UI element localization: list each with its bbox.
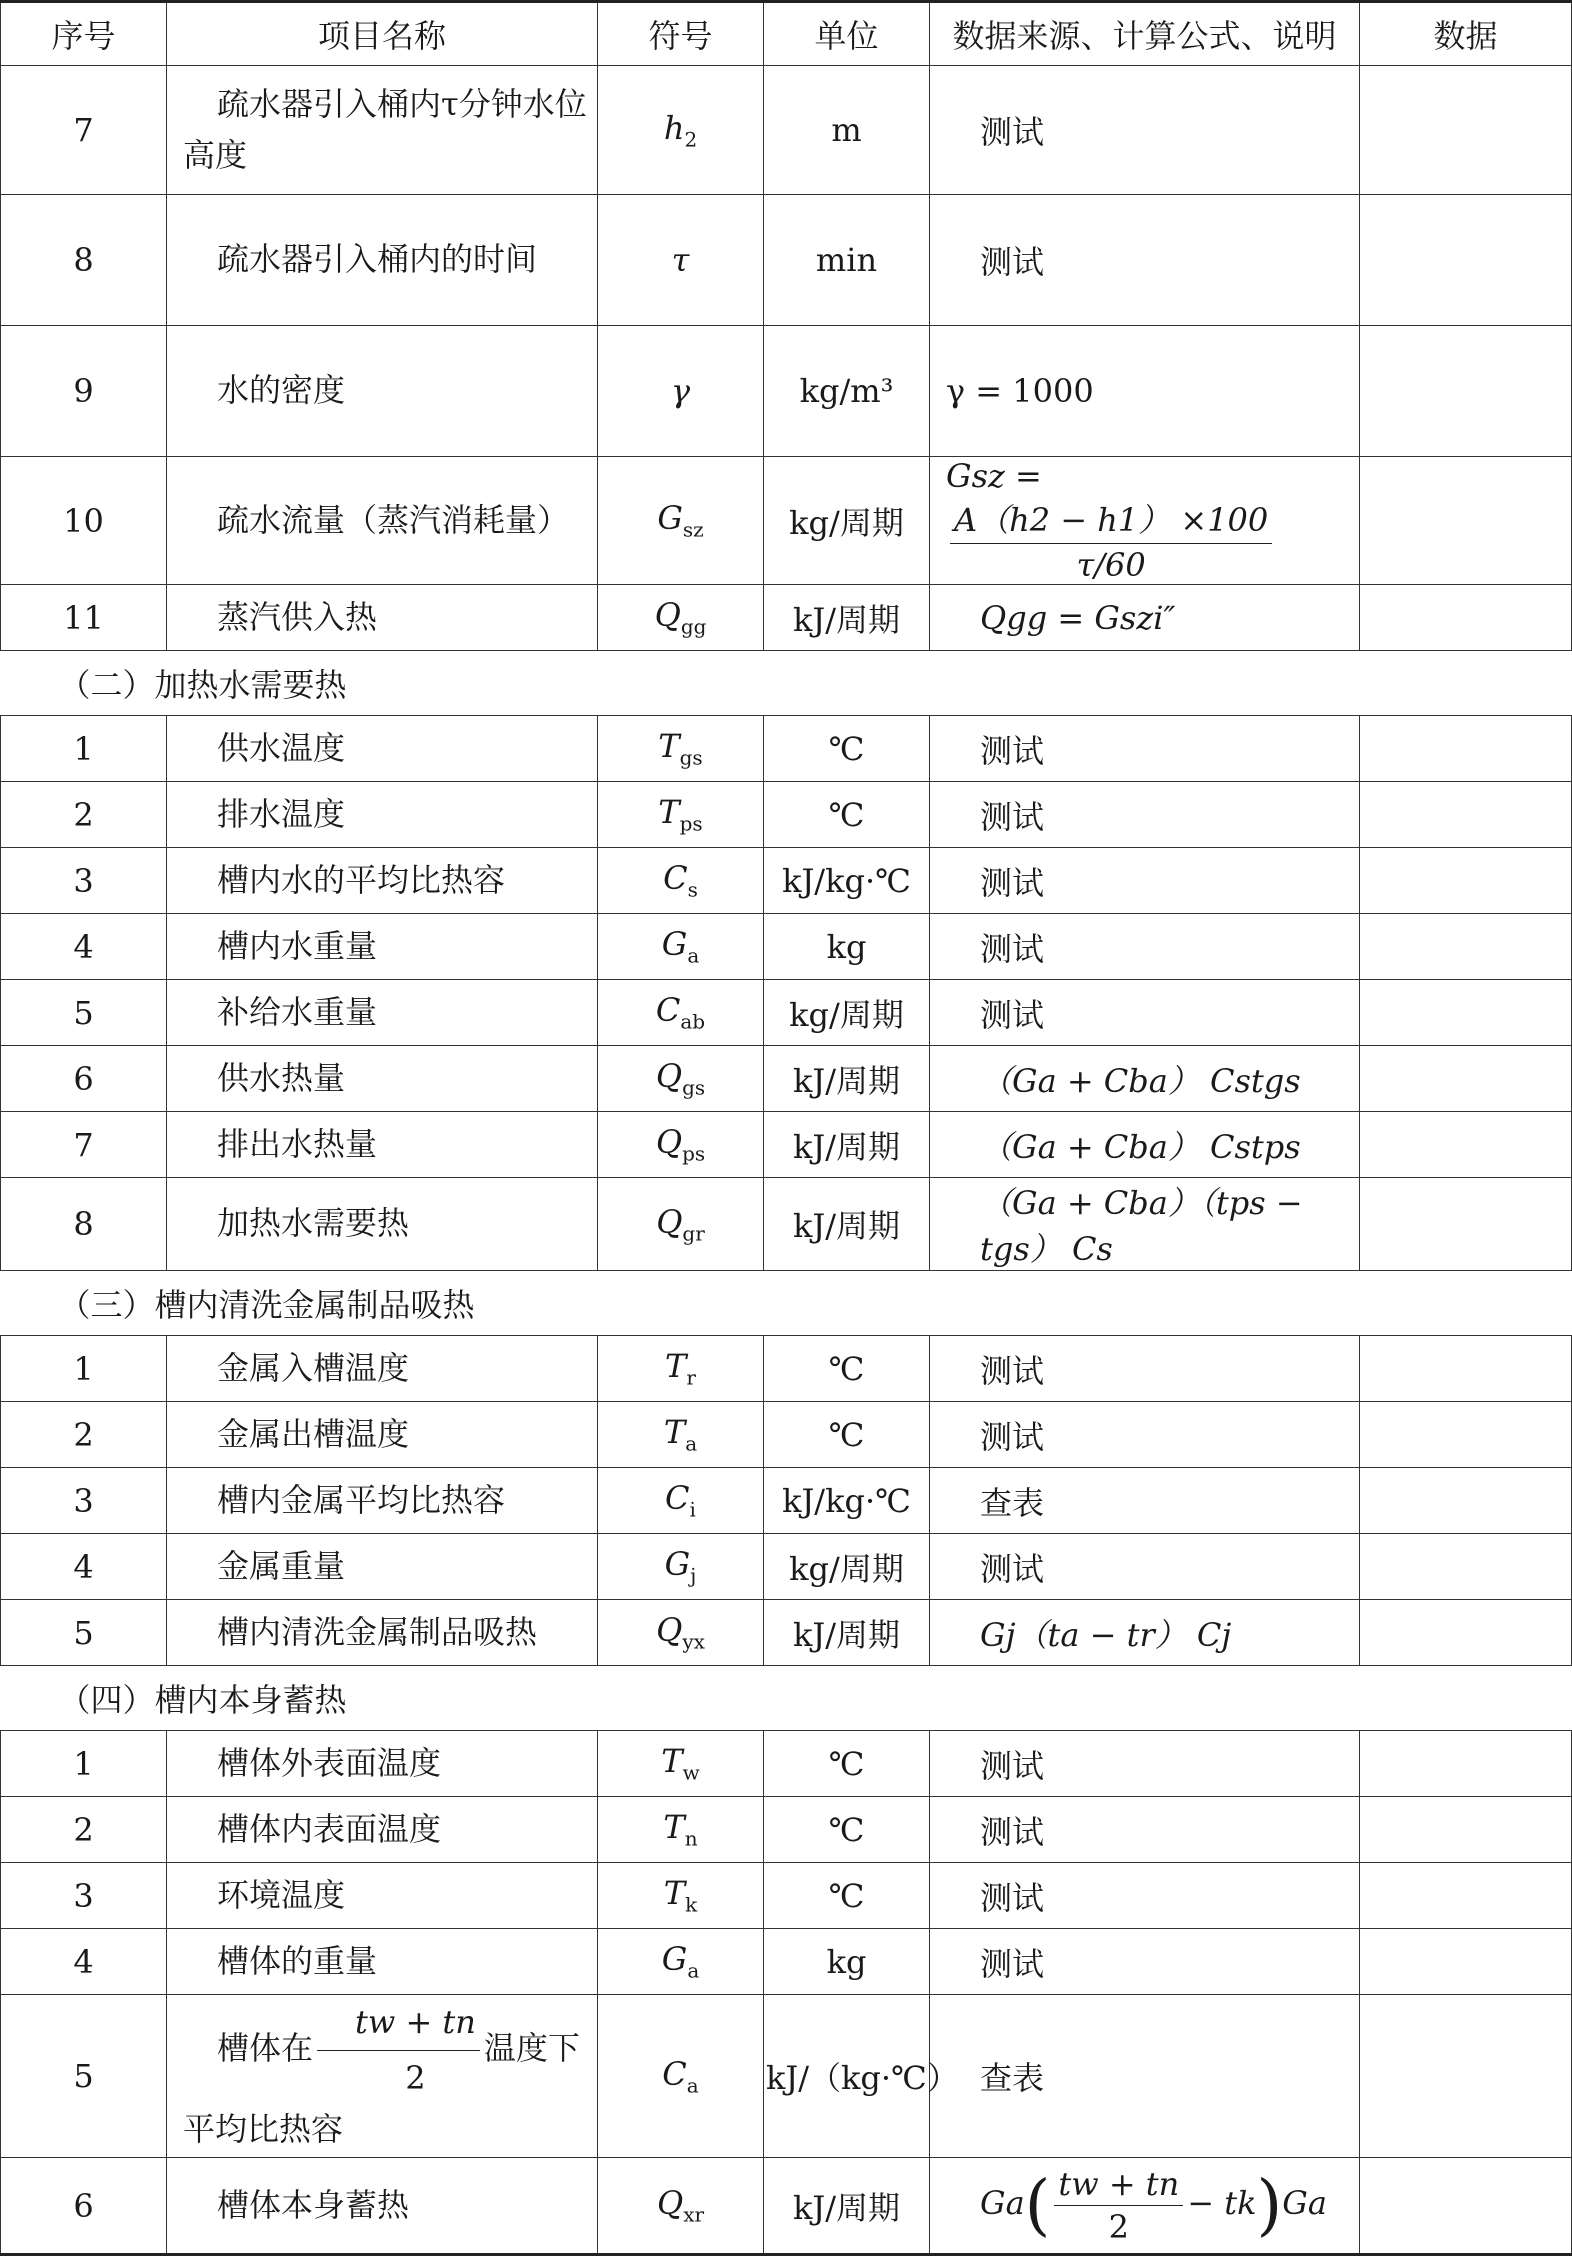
row-data: [1360, 326, 1572, 457]
row-name: 排水温度: [167, 782, 598, 848]
row-source: 测试: [930, 1929, 1360, 1995]
row-unit: kJ/周期: [764, 585, 930, 651]
row-no: 10: [1, 457, 167, 585]
row-no: 1: [1, 716, 167, 782]
col-header-unit: 单位: [764, 2, 930, 66]
row-no: 4: [1, 914, 167, 980]
row-data: [1360, 66, 1572, 195]
name-fraction-denominator: 2: [405, 2058, 426, 2097]
table-row: [1, 585, 1572, 651]
table-row: [1, 195, 1572, 326]
row-data: [1360, 1863, 1572, 1929]
col-header-data: 数据: [1360, 2, 1572, 66]
row-source: 测试: [930, 1534, 1360, 1600]
header-row: [1, 2, 1572, 66]
table-row: [1, 1046, 1572, 1112]
row-data: [1360, 1534, 1572, 1600]
row-unit: kJ/kg·℃: [764, 848, 930, 914]
row-data: [1360, 1336, 1572, 1402]
row-name: 水的密度: [167, 326, 598, 457]
row-symbol: $C_s$: [598, 848, 764, 914]
formula-suffix: Ga: [1282, 2184, 1327, 2222]
row-data: [1360, 980, 1572, 1046]
formula-denominator: τ/60: [1076, 546, 1146, 584]
col-header-source: 数据来源、计算公式、说明: [930, 2, 1360, 66]
row-formula: （Ga + Cba） Cstps: [930, 1112, 1360, 1178]
row-data: [1360, 1468, 1572, 1534]
row-symbol: $G_{sz}$: [598, 457, 764, 585]
row-source: 测试: [930, 1797, 1360, 1863]
row-no: 6: [1, 1046, 167, 1112]
row-unit: kJ/周期: [764, 2158, 930, 2255]
row-symbol: $G_a$: [598, 914, 764, 980]
formula-tail: − tk: [1187, 2184, 1257, 2222]
row-unit: kJ/周期: [764, 1178, 930, 1271]
row-no: 2: [1, 782, 167, 848]
row-name: 供水温度: [167, 716, 598, 782]
row-unit: ℃: [764, 1731, 930, 1797]
col-header-no: 序号: [1, 2, 167, 66]
row-name: 蒸汽供入热: [167, 585, 598, 651]
row-no: 5: [1, 1600, 167, 1666]
row-name: 槽体本身蓄热: [167, 2158, 598, 2255]
row-source: 测试: [930, 782, 1360, 848]
row-symbol: $T_n$: [598, 1797, 764, 1863]
name-fraction: [317, 1997, 480, 2104]
col-header-symbol: 符号: [598, 2, 764, 66]
formula-close-paren: ): [1256, 2166, 1283, 2244]
row-unit: kg/周期: [764, 980, 930, 1046]
section-heading-row: [1, 1271, 1572, 1336]
table-row: [1, 1336, 1572, 1402]
row-no: 4: [1, 1929, 167, 1995]
row-formula: （Ga + Cba） Cstgs: [930, 1046, 1360, 1112]
row-symbol: $Q_{gr}$: [598, 1178, 764, 1271]
row-formula: [930, 457, 1360, 585]
row-symbol: $G_j$: [598, 1534, 764, 1600]
row-formula: [930, 2158, 1360, 2255]
row-data: [1360, 914, 1572, 980]
section-heading-row: [1, 651, 1572, 716]
table-row: [1, 326, 1572, 457]
row-unit: ℃: [764, 1863, 930, 1929]
row-symbol: $C_{ab}$: [598, 980, 764, 1046]
row-source: 测试: [930, 716, 1360, 782]
table-row: [1, 782, 1572, 848]
row-unit: kJ/周期: [764, 1112, 930, 1178]
row-no: 7: [1, 1112, 167, 1178]
row-source: γ = 1000: [930, 326, 1360, 457]
table-row: [1, 1534, 1572, 1600]
row-no: 3: [1, 1863, 167, 1929]
formula-fraction: [1054, 2165, 1183, 2246]
row-symbol: $T_a$: [598, 1402, 764, 1468]
row-name: 加热水需要热: [167, 1178, 598, 1271]
row-data: [1360, 848, 1572, 914]
row-unit: kJ/周期: [764, 1046, 930, 1112]
row-name: 补给水重量: [167, 980, 598, 1046]
row-name: 金属出槽温度: [167, 1402, 598, 1468]
row-no: 2: [1, 1797, 167, 1863]
row-data: [1360, 585, 1572, 651]
table-row: [1, 1402, 1572, 1468]
row-symbol: $Q_{yx}$: [598, 1600, 764, 1666]
row-no: 4: [1, 1534, 167, 1600]
row-unit: ℃: [764, 782, 930, 848]
row-data: [1360, 2158, 1572, 2255]
table-row: [1, 1731, 1572, 1797]
table-row: [1, 848, 1572, 914]
row-source: 测试: [930, 195, 1360, 326]
row-unit: m: [764, 66, 930, 195]
row-data: [1360, 1402, 1572, 1468]
row-unit: kg: [764, 1929, 930, 1995]
row-unit: kg/周期: [764, 457, 930, 585]
col-header-name: 项目名称: [167, 2, 598, 66]
row-unit: kg/周期: [764, 1534, 930, 1600]
row-name: 金属入槽温度: [167, 1336, 598, 1402]
formula-lhs: Gsz =: [946, 457, 1042, 495]
row-no: 9: [1, 326, 167, 457]
row-source: 测试: [930, 848, 1360, 914]
row-data: [1360, 1929, 1572, 1995]
row-source: 测试: [930, 1336, 1360, 1402]
row-unit: kJ/kg·℃: [764, 1468, 930, 1534]
row-symbol: $C_a$: [598, 1995, 764, 2158]
row-unit: ℃: [764, 1336, 930, 1402]
row-symbol: τ: [598, 195, 764, 326]
row-symbol: $C_i$: [598, 1468, 764, 1534]
row-formula: （Ga + Cba）（tps − tgs） Cs: [930, 1178, 1360, 1271]
row-name: 槽内水重量: [167, 914, 598, 980]
row-unit: kg: [764, 914, 930, 980]
row-name: 槽体的重量: [167, 1929, 598, 1995]
row-source: 查表: [930, 1468, 1360, 1534]
name-suffix: 温度下平均比热容: [183, 2028, 580, 2149]
row-data: [1360, 782, 1572, 848]
row-no: 7: [1, 66, 167, 195]
row-data: [1360, 457, 1572, 585]
table-row: [1, 457, 1572, 585]
row-data: [1360, 1995, 1572, 2158]
row-name: [167, 1995, 598, 2158]
row-source: 测试: [930, 1731, 1360, 1797]
table-row: [1, 1600, 1572, 1666]
row-source: 测试: [930, 1402, 1360, 1468]
row-no: 3: [1, 848, 167, 914]
row-name: 排出水热量: [167, 1112, 598, 1178]
row-symbol: $Q_{gg}$: [598, 585, 764, 651]
row-data: [1360, 1600, 1572, 1666]
row-data: [1360, 716, 1572, 782]
table-row: [1, 1112, 1572, 1178]
row-data: [1360, 195, 1572, 326]
row-name: 槽内清洗金属制品吸热: [167, 1600, 598, 1666]
row-symbol: $T_k$: [598, 1863, 764, 1929]
row-source: 测试: [930, 914, 1360, 980]
row-symbol: $Q_{gs}$: [598, 1046, 764, 1112]
row-no: 8: [1, 195, 167, 326]
table-row: [1, 1797, 1572, 1863]
row-unit: ℃: [764, 1797, 930, 1863]
row-unit: min: [764, 195, 930, 326]
row-name: 金属重量: [167, 1534, 598, 1600]
table-row: [1, 914, 1572, 980]
table-row: [1, 1863, 1572, 1929]
row-source: 查表: [930, 1995, 1360, 2158]
row-symbol: $T_{ps}$: [598, 782, 764, 848]
row-symbol: $G_a$: [598, 1929, 764, 1995]
row-data: [1360, 1731, 1572, 1797]
row-source: 测试: [930, 1863, 1360, 1929]
row-name: 槽体外表面温度: [167, 1731, 598, 1797]
row-name: 槽体内表面温度: [167, 1797, 598, 1863]
section-heading-2: （二）加热水需要热: [1, 651, 1572, 716]
table-row: [1, 1995, 1572, 2158]
row-no: 1: [1, 1731, 167, 1797]
row-symbol: $Q_{ps}$: [598, 1112, 764, 1178]
table-row: [1, 980, 1572, 1046]
row-no: 5: [1, 980, 167, 1046]
row-name: 供水热量: [167, 1046, 598, 1112]
formula-numerator: tw + tn: [1054, 2165, 1183, 2206]
row-unit: kJ/（kg·℃）: [764, 1995, 930, 2158]
row-symbol: $T_w$: [598, 1731, 764, 1797]
table-row: [1, 1178, 1572, 1271]
row-name: 疏水器引入桶内的时间: [167, 195, 598, 326]
table-row: [1, 66, 1572, 195]
row-unit: kJ/周期: [764, 1600, 930, 1666]
section-heading-4: （四）槽内本身蓄热: [1, 1666, 1572, 1731]
row-name: 疏水器引入桶内τ分钟水位高度: [167, 66, 598, 195]
table-row: [1, 1468, 1572, 1534]
formula-prefix: Ga: [980, 2184, 1025, 2222]
row-formula: Gj（ta − tr） Cj: [930, 1600, 1360, 1666]
row-no: 3: [1, 1468, 167, 1534]
table-row: [1, 2158, 1572, 2255]
row-name: 槽内金属平均比热容: [167, 1468, 598, 1534]
row-source: 测试: [930, 66, 1360, 195]
row-unit: ℃: [764, 1402, 930, 1468]
formula-numerator: A（h2 − h1） ×100: [950, 495, 1272, 544]
section-heading-3: （三）槽内清洗金属制品吸热: [1, 1271, 1572, 1336]
row-no: 1: [1, 1336, 167, 1402]
row-source: 测试: [930, 980, 1360, 1046]
section-heading-row: [1, 1666, 1572, 1731]
row-data: [1360, 1112, 1572, 1178]
formula-open-paren: (: [1024, 2166, 1051, 2244]
name-prefix: 槽体在: [217, 2028, 314, 2067]
table-row: [1, 1929, 1572, 1995]
formula-fraction: [950, 495, 1272, 584]
row-no: 2: [1, 1402, 167, 1468]
row-no: 11: [1, 585, 167, 651]
row-no: 5: [1, 1995, 167, 2158]
table-row: [1, 716, 1572, 782]
row-unit: kg/m³: [764, 326, 930, 457]
name-fraction-numerator: tw + tn: [317, 1997, 480, 2051]
row-name: 槽内水的平均比热容: [167, 848, 598, 914]
row-symbol: $T_{gs}$: [598, 716, 764, 782]
row-no: 8: [1, 1178, 167, 1271]
row-name: 疏水流量（蒸汽消耗量）: [167, 457, 598, 585]
row-symbol: $Q_{xr}$: [598, 2158, 764, 2255]
row-data: [1360, 1797, 1572, 1863]
row-symbol: γ: [598, 326, 764, 457]
row-no: 6: [1, 2158, 167, 2255]
row-name: 环境温度: [167, 1863, 598, 1929]
row-symbol: $h_2$: [598, 66, 764, 195]
row-data: [1360, 1178, 1572, 1271]
row-unit: ℃: [764, 716, 930, 782]
row-symbol: $T_r$: [598, 1336, 764, 1402]
formula-denominator: 2: [1108, 2208, 1129, 2246]
row-formula: Qgg = Gszi″: [930, 585, 1360, 651]
row-data: [1360, 1046, 1572, 1112]
